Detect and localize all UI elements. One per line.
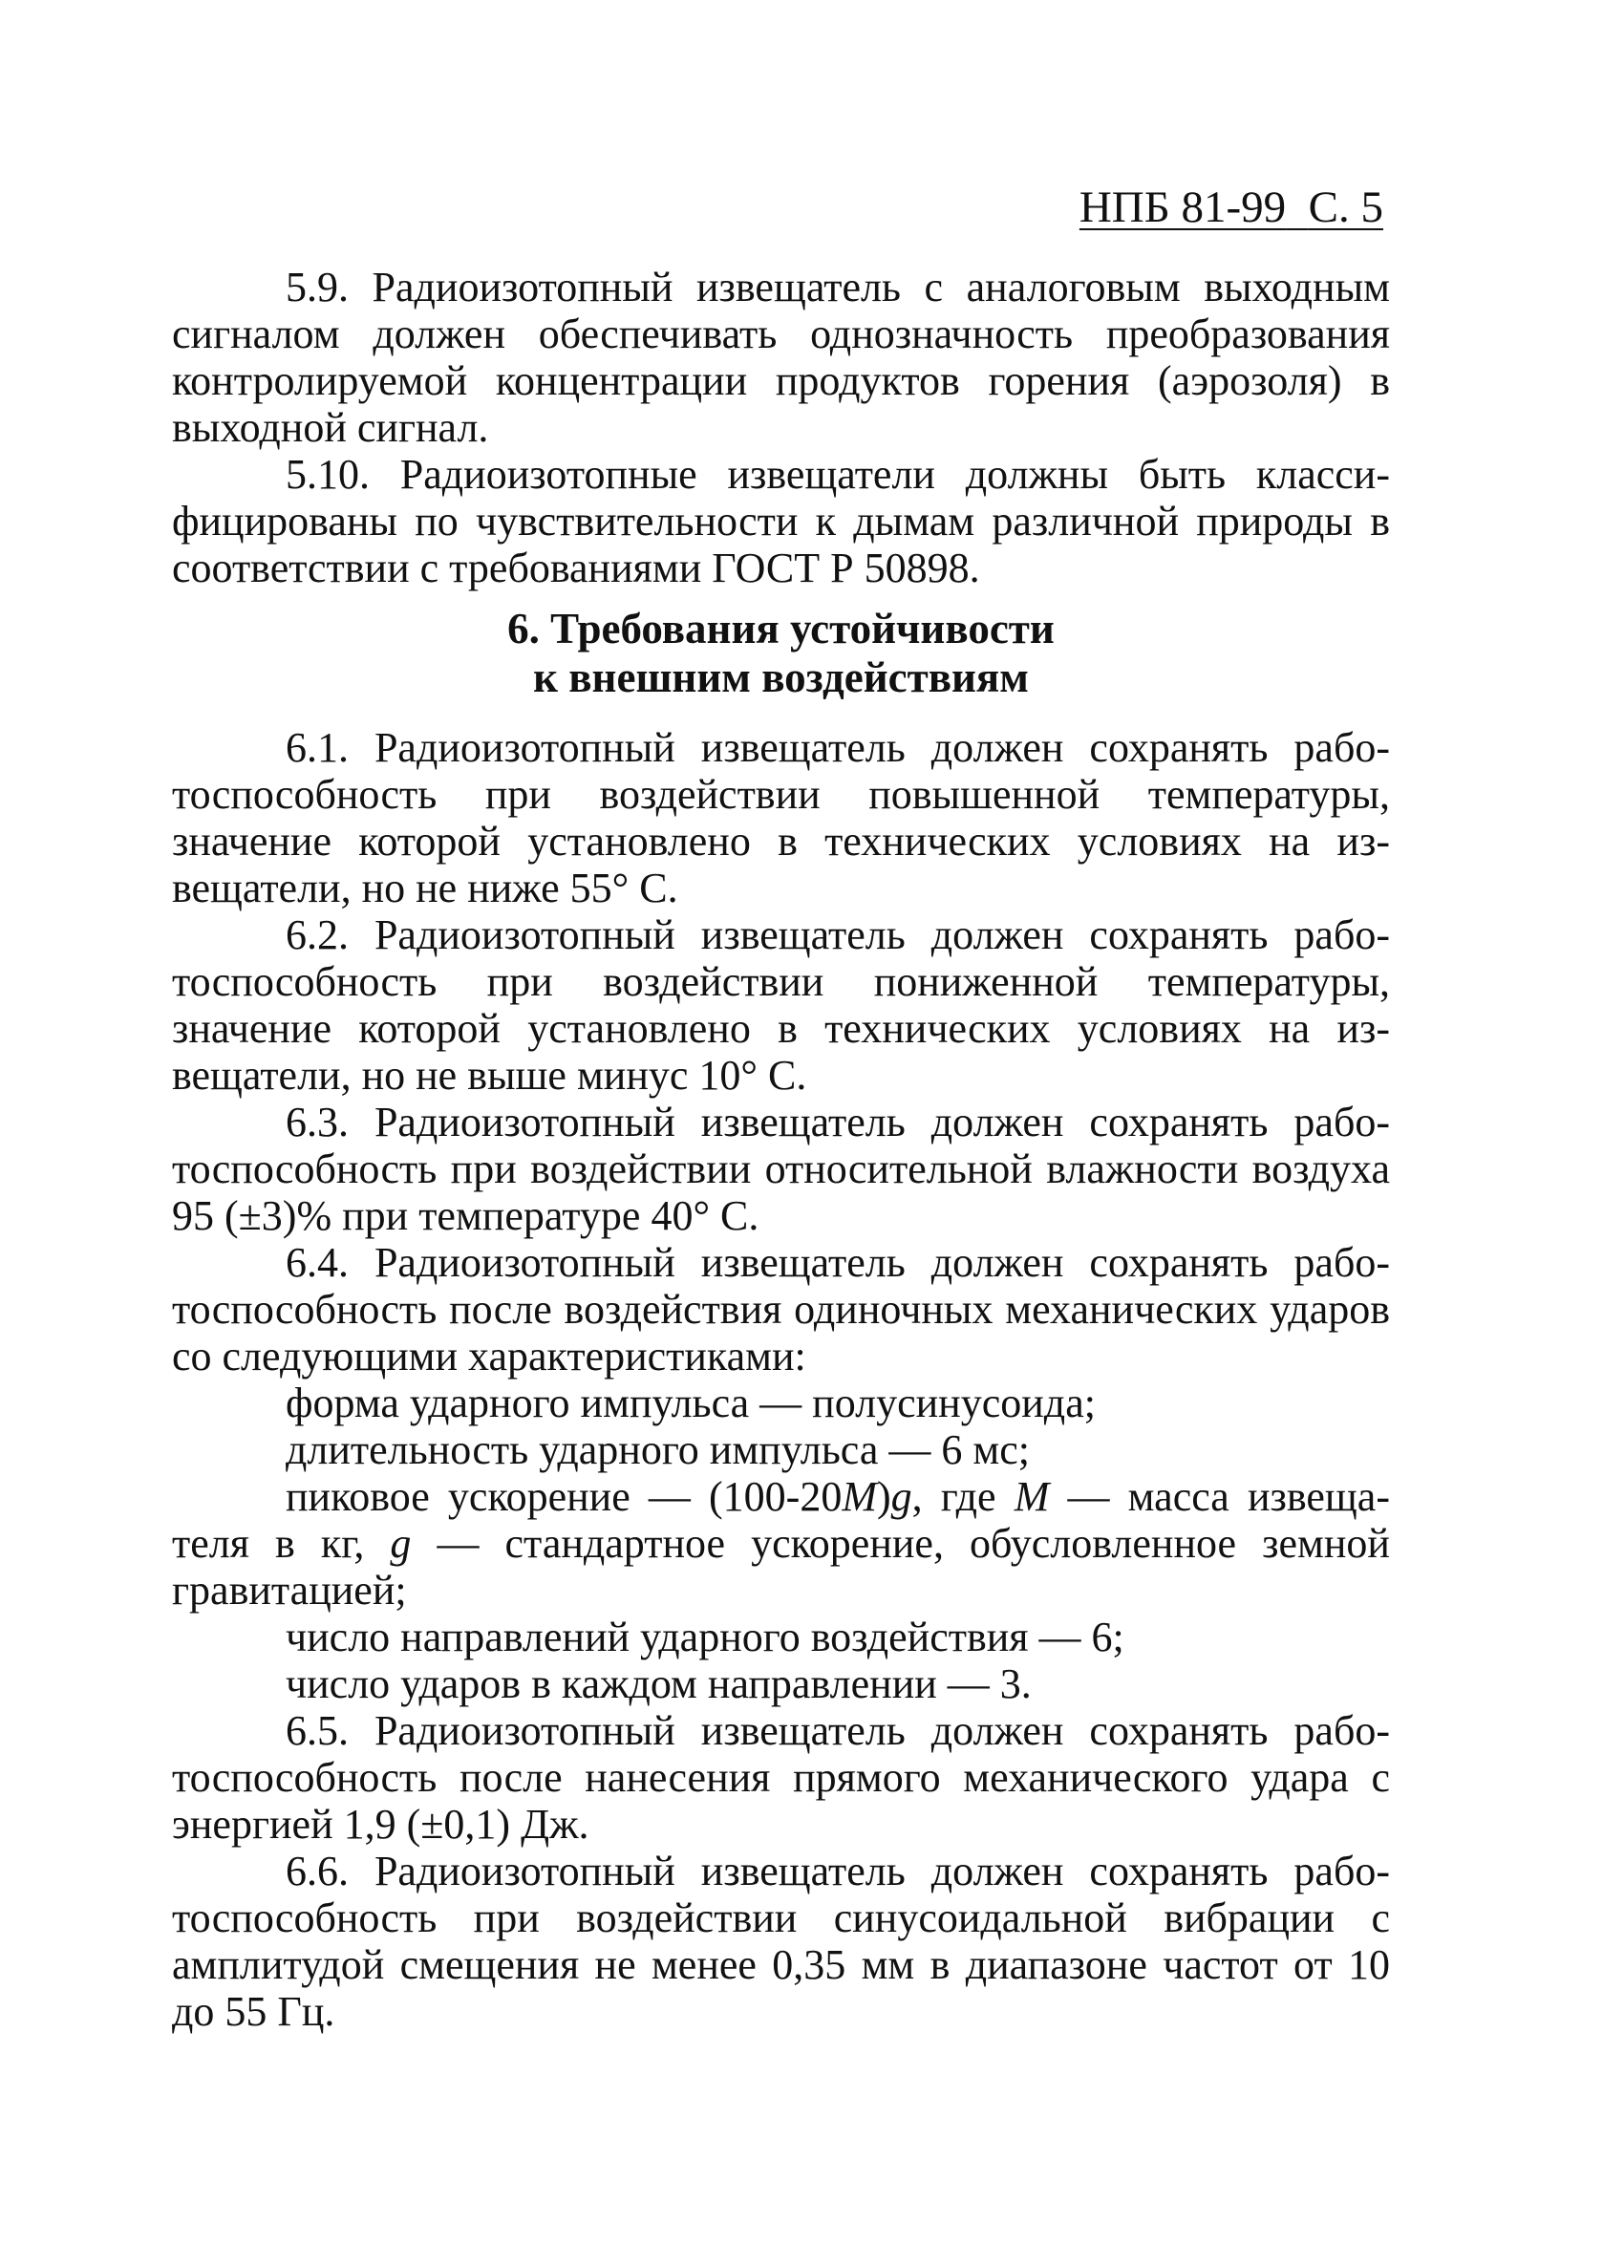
paragraph-6-4: 6.4. Радиоизотопный извещатель должен сохранять работоспособность после воздействия одиночных механических ударов со следующими характеристиками: xyxy=(172,1239,1390,1380)
section-6-heading xyxy=(172,605,1390,702)
paragraph-6-5: 6.5. Радиоизотопный извещатель должен сохранять работоспособность после нанесения прямого механического удара с энергией 1,9 (±0,1) Дж. xyxy=(172,1707,1390,1848)
paragraph-5-9: 5.9. Радиоизотопный извещатель с аналоговым выходным сигналом должен обеспечивать однозначность преобразования контролируемой концентрации продуктов горения (аэрозоля) в выходной сигнал. xyxy=(172,264,1390,451)
paragraph-6-1: 6.1. Радиоизотопный извещатель должен сохранять работоспособность при воздействии повышенной температуры, значение которой установлено в технических условиях на извещатели, но не ниже 55° С. xyxy=(172,724,1390,911)
gravity-symbol-2: g xyxy=(390,1520,412,1567)
section-5-continuation xyxy=(172,264,1390,591)
peak-acceleration-text-c: , где xyxy=(911,1473,1015,1520)
peak-acceleration-text-b: ) xyxy=(876,1473,891,1520)
paragraph-6-6: 6.6. Радиоизотопный извещатель должен сохранять работоспособность при воздействии синусоидальной вибрации с амплитудой смещения не менее 0,35 мм в диапазоне частот от 10 до 55 Гц. xyxy=(172,1848,1390,2035)
peak-acceleration-item xyxy=(172,1473,1390,1614)
peak-acceleration-text-d: — масса извещателя в кг, xyxy=(172,1473,1390,1567)
running-header xyxy=(1079,183,1383,231)
paragraph-6-2: 6.2. Радиоизотопный извещатель должен сохранять работоспособность при воздействии пониженной температуры, значение которой установлено в технических условиях на извещатели, но не выше минус 10° С. xyxy=(172,911,1390,1099)
paragraph-6-3: 6.3. Радиоизотопный извещатель должен сохранять работоспособность при воздействии относительной влажности воздуха 95 (±3)% при температуре 40° С. xyxy=(172,1099,1390,1239)
peak-acceleration-text-a: пиковое ускорение — (100-20 xyxy=(286,1473,843,1520)
section-6-heading-line1: 6. Требования устойчивости xyxy=(507,605,1055,653)
shock-pulse-shape-item: форма ударного импульса — полусинусоида; xyxy=(286,1380,1096,1426)
shock-pulse-duration-item: длительность ударного импульса — 6 мс; xyxy=(286,1426,1031,1473)
header-page-number: С. 5 xyxy=(1308,182,1383,232)
section-6-heading-line2: к внешним воздействиям xyxy=(533,653,1029,701)
shock-count-item: число ударов в каждом направлении — 3. xyxy=(286,1660,1032,1707)
peak-acceleration-text-e: — стандартное ускорение, обусловленное земной гравитацией; xyxy=(172,1520,1390,1614)
shock-directions-item: число направлений ударного воздействия — 6; xyxy=(286,1614,1124,1660)
mass-symbol-2: M xyxy=(1014,1473,1050,1520)
header-doc-code: НПБ 81-99 xyxy=(1079,182,1287,232)
mass-symbol: M xyxy=(842,1473,877,1520)
paragraph-5-10: 5.10. Радиоизотопные извещатели должны быть классифицированы по чувствительности к дымам различной природы в соответствии с требованиями ГОСТ Р 50898. xyxy=(172,451,1390,591)
gravity-symbol: g xyxy=(890,1473,912,1520)
section-6-body xyxy=(172,724,1390,2035)
